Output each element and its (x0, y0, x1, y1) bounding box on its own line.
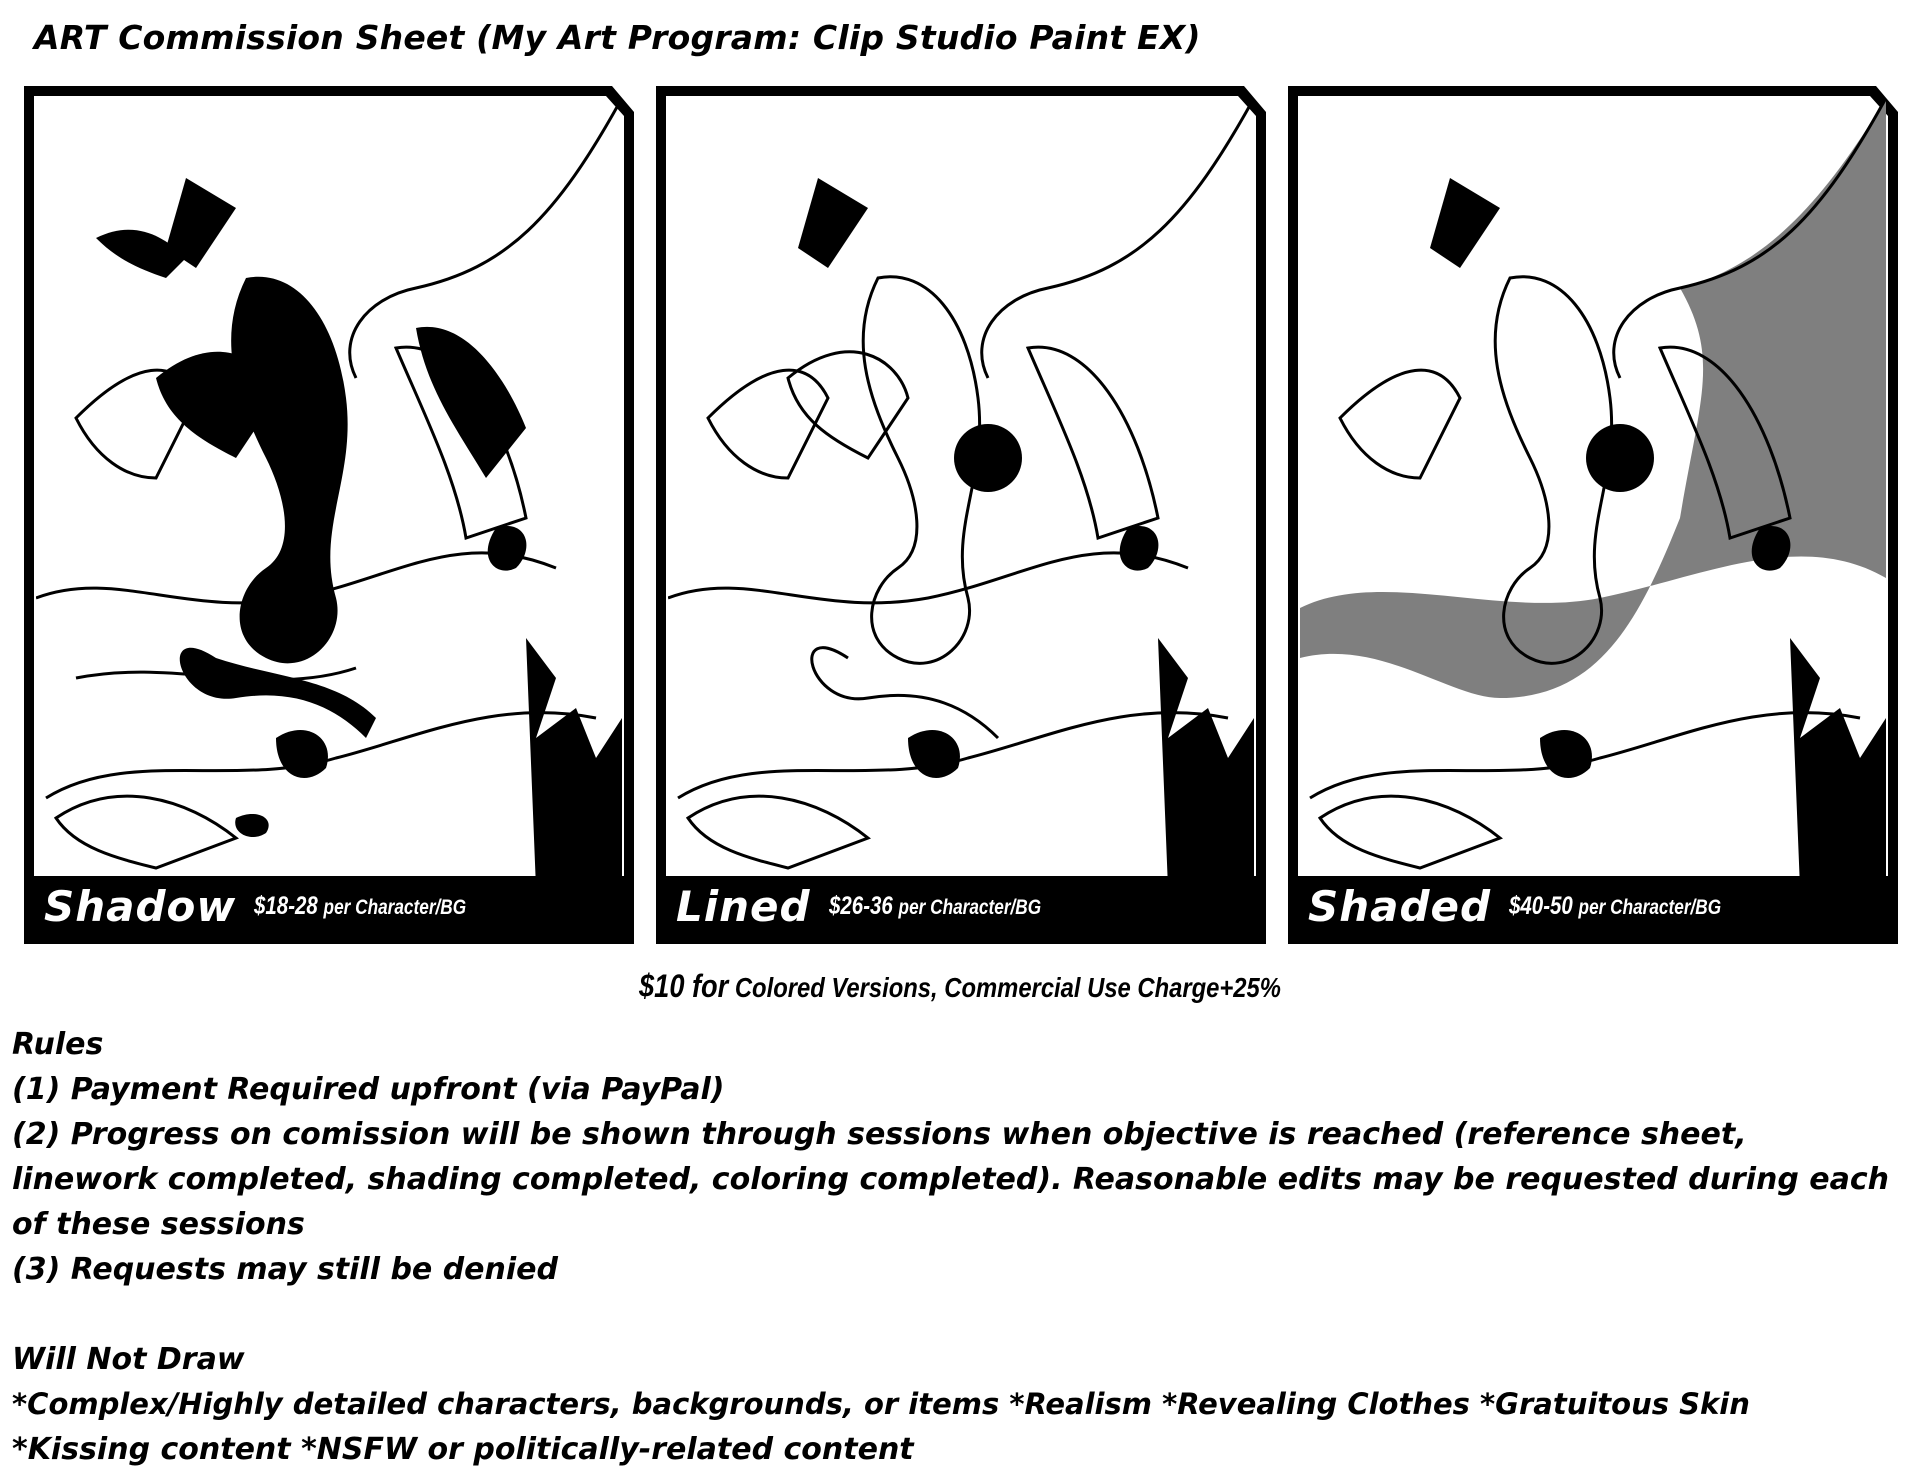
tier-price (1509, 892, 1721, 921)
rule-item: (2) Progress on comission will be shown through sessions when objective is reached (reference sheet, linework completed, shading completed, coloring completed). Reasonable edits may be requested during each of these sessions (12, 1117, 1890, 1242)
section-spacer (12, 1292, 1902, 1337)
dragon-illustration-shaded (1300, 98, 1886, 888)
will-not-draw-item: *Complex/Highly detailed characters, backgrounds, or items *Realism *Revealing Clothes *Gratuitous Skin (12, 1387, 1750, 1421)
will-not-draw-item: *Kissing content *NSFW or politically-related content (12, 1432, 914, 1467)
shading-fill (1300, 98, 1886, 698)
tier-price-amount: $40-50 (1509, 891, 1573, 920)
tier-price-unit: per Character/BG (898, 895, 1041, 919)
tier-price (254, 892, 466, 921)
tier-panel-shadow (22, 84, 636, 946)
tier-label-bar (44, 880, 614, 932)
tier-price-amount: $18-28 (254, 891, 319, 920)
rule-item: (1) Payment Required upfront (via PayPal) (12, 1072, 725, 1107)
pricing-note (144, 968, 1776, 1005)
dragon-illustration-lined (668, 98, 1254, 888)
tier-price-unit: per Character/BG (1578, 895, 1722, 919)
tier-panel-lined (654, 84, 1268, 946)
rules-section (12, 1022, 1902, 1472)
will-not-draw-heading: Will Not Draw (12, 1342, 245, 1377)
tier-price-unit: per Character/BG (323, 895, 467, 919)
pricing-note-lead: $10 for (639, 968, 729, 1004)
dragon-illustration-shadow (36, 98, 622, 888)
tier-name: Shaded (1308, 881, 1492, 931)
pricing-note-text: Colored Versions, Commercial Use Charge+25% (728, 972, 1281, 1003)
tier-name: Lined (676, 881, 811, 931)
rule-item: (3) Requests may still be denied (12, 1252, 558, 1287)
tier-label-bar (1308, 880, 1878, 932)
tier-panel-shaded (1286, 84, 1900, 946)
sheet-title: ART Commission Sheet (My Art Program: Clip Studio Paint EX) (34, 18, 1201, 57)
tier-name: Shadow (44, 881, 237, 931)
tier-label-bar (676, 880, 1246, 932)
tier-price (829, 892, 1041, 921)
tier-price-amount: $26-36 (828, 891, 893, 920)
rules-heading: Rules (12, 1027, 104, 1062)
